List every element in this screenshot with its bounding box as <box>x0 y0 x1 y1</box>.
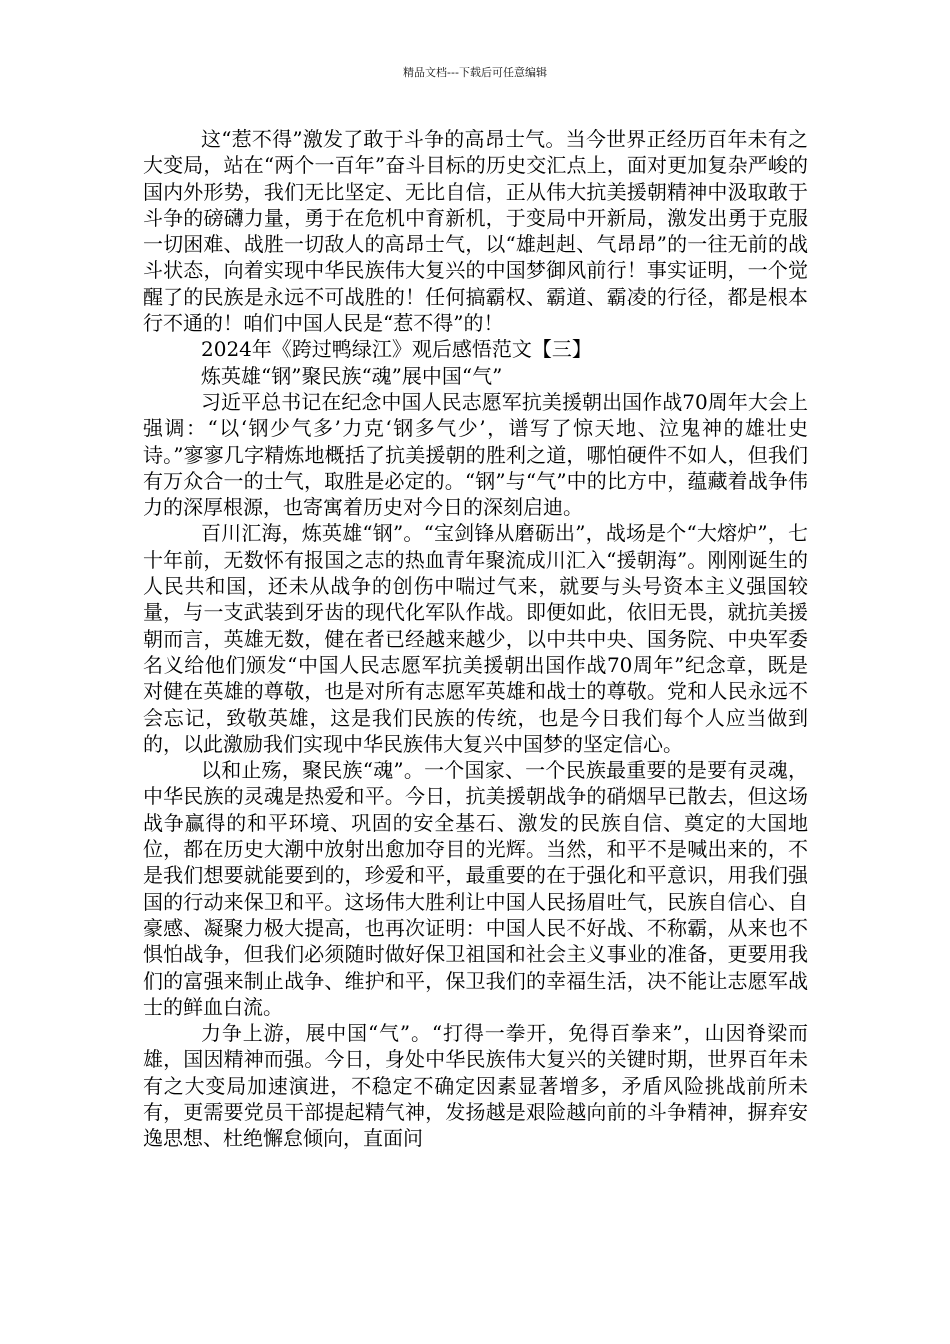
paragraph-intro: 习近平总书记在纪念中国人民志愿军抗美援朝出国作战70周年大会上强调：“以‘钢少气多’力克‘钢多气少’，谱写了惊天地、泣鬼神的雄壮史诗。”寥寥几字精炼地概括了抗美援朝的胜利之道，哪怕硬件不如人，但我们有万众合一的士气，取胜是必定的。“钢”与“气”中的比方中，蕴藏着战争伟力的深厚根源，也寄寓着历史对今日的深刻启迪。 <box>143 389 808 520</box>
article-title: 炼英雄“钢”聚民族“魂”展中国“气” <box>201 363 503 388</box>
document-body <box>143 126 808 1152</box>
paragraph-conclusion: 这“惹不得”激发了敢于斗争的高昂士气。当今世界正经历百年未有之大变局，站在“两个一百年”奋斗目标的历史交汇点上，面对更加复杂严峻的国内外形势，我们无比坚定、无比自信，正从伟大抗美援朝精神中汲取敢于斗争的磅礴力量，勇于在危机中育新机，于变局中开新局，激发出勇于克服一切困难、战胜一切敌人的高昂士气，以“雄赳赳、气昂昂”的一往无前的战斗状态，向着实现中华民族伟大复兴的中国梦御风前行！事实证明，一个觉醒了的民族是永远不可战胜的！任何搞霸权、霸道、霸凌的行径，都是根本行不通的！咱们中国人民是“惹不得”的！ <box>143 127 808 336</box>
section-heading: 2024年《跨过鸭绿江》观后感悟范文【三】 <box>201 337 592 362</box>
paragraph-soul: 以和止殇，聚民族“魂”。一个国家、一个民族最重要的是要有灵魂，中华民族的灵魂是热爱和平。今日，抗美援朝战争的硝烟早已散去，但这场战争赢得的和平环境、巩固的安全基石、激发的民族自信、奠定的大国地位，都在历史大潮中放射出愈加夺目的光辉。当然，和平不是喊出来的，不是我们想要就能要到的，珍爱和平，最重要的在于强化和平意识，用我们强国的行动来保卫和平。这场伟大胜利让中国人民扬眉吐气，民族自信心、自豪感、凝聚力极大提高，也再次证明：中国人民不好战、不称霸，从来也不惧怕战争，但我们必须随时做好保卫祖国和社会主义事业的准备，更要用我们的富强来制止战争、维护和平，保卫我们的幸福生活，决不能让志愿军战士的鲜血白流。 <box>143 758 808 1019</box>
paragraph-steel: 百川汇海，炼英雄“钢”。“宝剑锋从磨砺出”，战场是个“大熔炉”，七十年前，无数怀有报国之志的热血青年聚流成川汇入“援朝海”。刚刚诞生的人民共和国，还未从战争的创伤中喘过气来，就要与头号资本主义强国较量，与一支武装到牙齿的现代化军队作战。即便如此，依旧无畏，就抗美援朝而言，英雄无数，健在者已经越来越少，以中共中央、国务院、中央军委名义给他们颁发“中国人民志愿军抗美援朝出国作战70周年”纪念章，既是对健在英雄的尊敬，也是对所有志愿军英雄和战士的尊敬。党和人民永远不会忘记，致敬英雄，这是我们民族的传统，也是今日我们每个人应当做到的，以此激励我们实现中华民族伟大复兴中国梦的坚定信心。 <box>143 521 808 756</box>
paragraph-spirit: 力争上游，展中国“气”。“打得一拳开，免得百拳来”，山因脊梁而雄，国因精神而强。今日，身处中华民族伟大复兴的关键时期，世界百年未有之大变局加速演进，不稳定不确定因素显著增多，矛盾风险挑战前所未有，更需要党员干部提起精气神，发扬越是艰险越向前的斗争精神，摒弃安逸思想、杜绝懈怠倾向，直面问 <box>143 1021 808 1151</box>
page-header: 精品文档---下载后可任意编辑 <box>403 66 547 79</box>
